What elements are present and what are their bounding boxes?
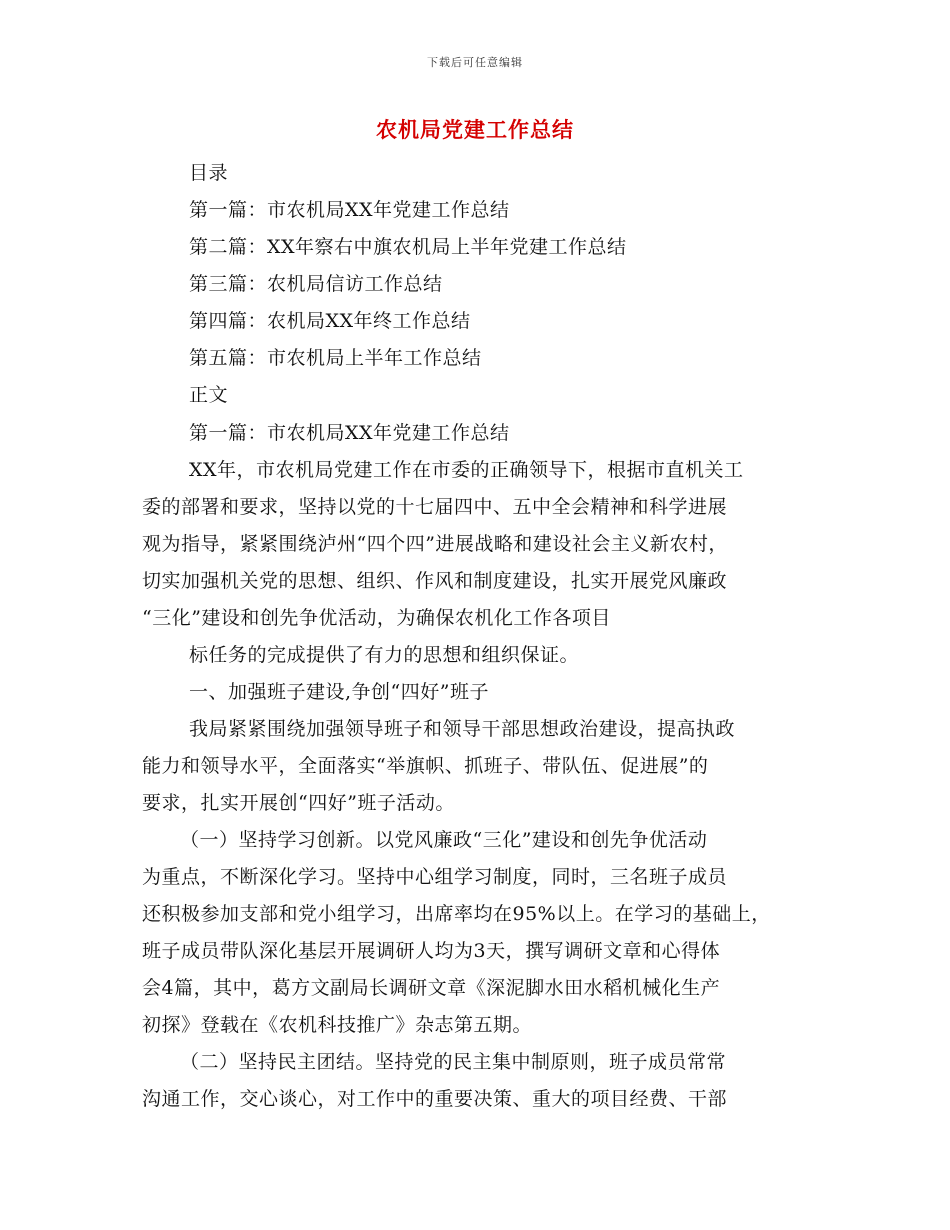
paragraph-line: （二）坚持民主团结。坚持党的民主集中制原则，班子成员常常 xyxy=(180,1051,727,1073)
paragraph-line: 我局紧紧围绕加强领导班子和领导干部思想政治建设，提高执政 xyxy=(189,718,736,740)
body-heading: 正文 xyxy=(189,384,229,406)
paragraph-line: 初探》登载在《农机科技推广》杂志第五期。 xyxy=(142,1014,533,1036)
header-note: 下载后可任意编辑 xyxy=(427,56,523,69)
toc-item: 第二篇：XX年察右中旗农机局上半年党建工作总结 xyxy=(189,236,627,258)
toc-item: 第一篇：市农机局XX年党建工作总结 xyxy=(189,199,510,221)
toc-item: 第五篇：市农机局上半年工作总结 xyxy=(189,347,482,369)
paragraph-line: 班子成员带队深化基层开展调研人均为3天，撰写调研文章和心得体 xyxy=(142,940,721,962)
paragraph-line: 会4篇，其中，葛方文副局长调研文章《深泥脚水田水稻机械化生产 xyxy=(142,977,721,999)
paragraph-line: 观为指导，紧紧围绕泸州“四个四”进展战略和建设社会主义新农村， xyxy=(142,533,728,555)
document-title: 农机局党建工作总结 xyxy=(376,117,574,142)
chapter-title: 第一篇：市农机局XX年党建工作总结 xyxy=(189,422,510,444)
toc-item: 第三篇：农机局信访工作总结 xyxy=(189,273,443,295)
paragraph-line: 沟通工作，交心谈心，对工作中的重要决策、重大的项目经费、干部 xyxy=(142,1088,728,1110)
paragraph-line: 标任务的完成提供了有力的思想和组织保证。 xyxy=(189,644,580,666)
section-heading: 一、加强班子建设,争创“四好”班子 xyxy=(189,681,489,703)
paragraph-line: 为重点，不断深化学习。坚持中心组学习制度，同时，三名班子成员 xyxy=(142,866,728,888)
paragraph-line: 还积极参加支部和党小组学习，出席率均在95%以上。在学习的基础上， xyxy=(142,903,771,925)
paragraph-line: 要求，扎实开展创“四好”班子活动。 xyxy=(142,792,455,814)
paragraph-line: 委的部署和要求，坚持以党的十七届四中、五中全会精神和科学进展 xyxy=(142,496,728,518)
toc-heading: 目录 xyxy=(189,162,229,184)
paragraph-line: 能力和领导水平，全面落实“举旗帜、抓班子、带队伍、促进展”的 xyxy=(142,755,709,777)
paragraph-line: 切实加强机关党的思想、组织、作风和制度建设，扎实开展党风廉政 xyxy=(142,570,728,592)
toc-item: 第四篇：农机局XX年终工作总结 xyxy=(189,310,471,332)
paragraph-line: “三化”建设和创先争优活动，为确保农机化工作各项目 xyxy=(142,607,611,629)
paragraph-line: （一）坚持学习创新。以党风廉政“三化”建设和创先争优活动 xyxy=(180,829,708,851)
paragraph-line: XX年，市农机局党建工作在市委的正确领导下，根据市直机关工 xyxy=(189,459,744,481)
